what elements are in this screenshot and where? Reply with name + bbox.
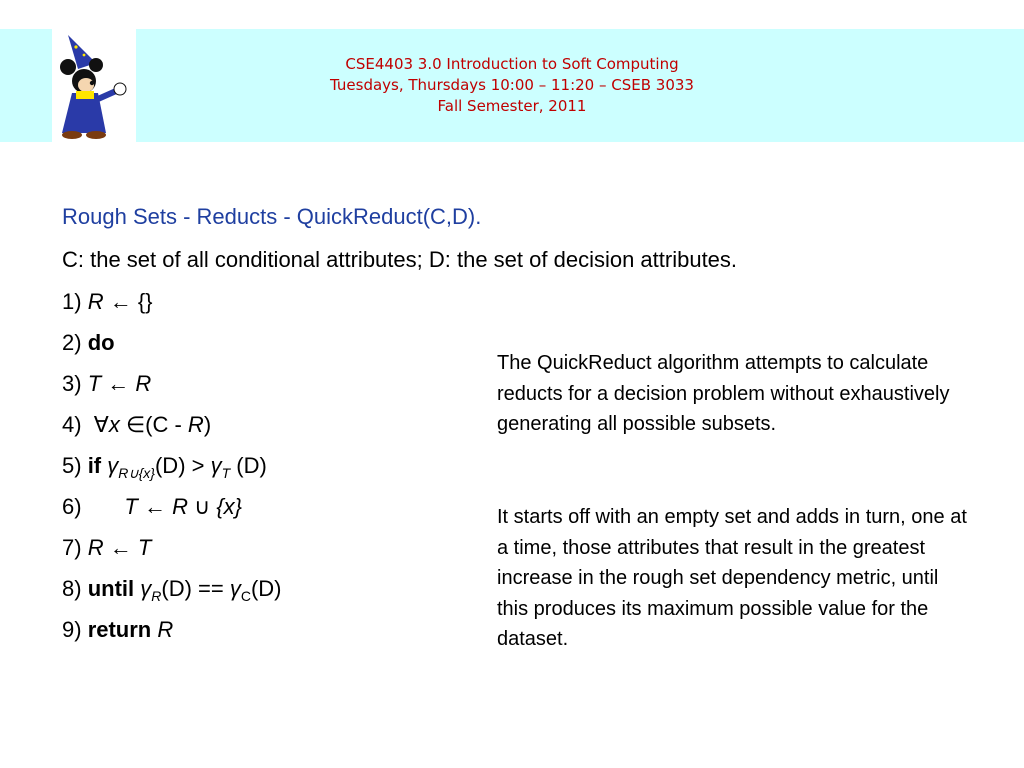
algorithm-step-6: 6) T ← R ∪ {x} <box>62 494 243 519</box>
course-header <box>0 54 1024 117</box>
algorithm-step-1: 1) R ← {} <box>62 289 153 314</box>
course-schedule: Tuesdays, Thursdays 10:00 – 11:20 – CSEB 3033 <box>330 76 694 94</box>
algorithm-step-9: 9) return R <box>62 617 174 642</box>
algorithm-step-2: 2) do <box>62 330 115 355</box>
algorithm-step-7: 7) R ← T <box>62 535 152 560</box>
algorithm-step-4: 4) ∀x ∈(C - R) <box>62 412 212 437</box>
algorithm-step-8: 8) until $\gamma_R(D) == \gamma_C(D)$ <box>62 576 282 604</box>
course-title: CSE4403 3.0 Introduction to Soft Computing <box>345 55 679 73</box>
algorithm-description <box>497 348 967 440</box>
course-term: Fall Semester, 2011 <box>437 97 587 115</box>
algorithm-step-3: 3) T ← R <box>62 371 152 396</box>
algorithm-description-cont <box>497 502 967 655</box>
attributes-definition: C: the set of all conditional attributes; D: the set of decision attributes. <box>62 247 738 272</box>
algorithm-step-5: 5) if $\gamma_{R\cup\{x\}}(D) > \gamma_T$ (D) <box>62 453 267 481</box>
description-paragraph-1: The QuickReduct algorithm attempts to calculate reducts for a decision problem without exhaustively generating all possible subsets. <box>497 352 950 436</box>
slide-title: Rough Sets - Reducts - QuickReduct(C,D). <box>62 204 482 229</box>
description-paragraph-2: It starts off with an empty set and adds in turn, one at a time, those attributes that result in the greatest increase in the rough set dependency metric, until this produces its maximum possible value for the dataset. <box>497 506 967 651</box>
